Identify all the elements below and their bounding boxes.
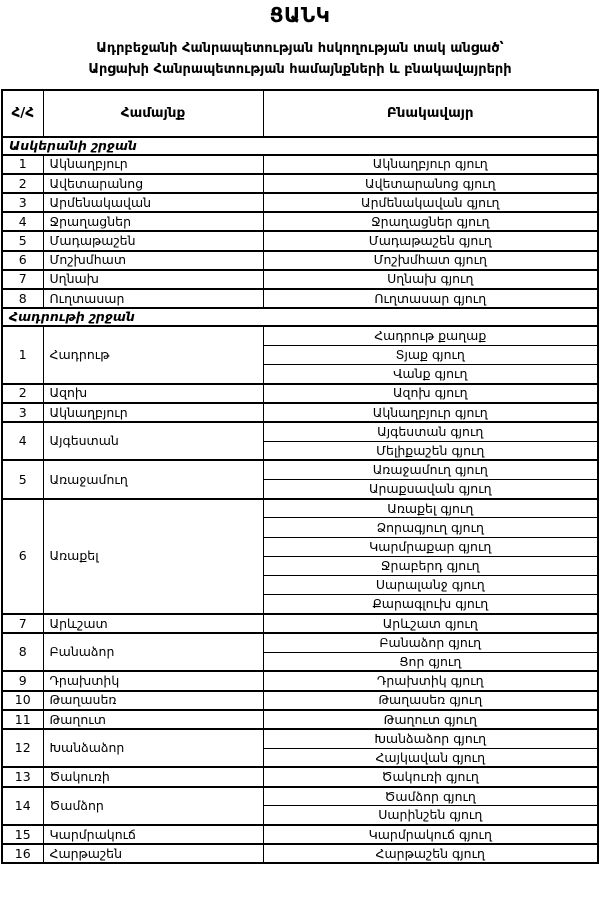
header-cell-settlement: Բնակավայր (263, 90, 598, 137)
row-number-cell: 4 (2, 422, 43, 460)
settlement-cell: Խանձաձոր գյուղ (263, 729, 598, 748)
settlement-cell: Ակնաղբյուր գյուղ (263, 155, 598, 174)
section-title: Հադրութի շրջան (2, 308, 598, 326)
settlement-cell: Արաքսավան գյուղ (263, 480, 598, 499)
row-number-cell: 1 (2, 326, 43, 384)
settlement-cell: Ակնաղբյուր գյուղ (263, 403, 598, 422)
table-row (2, 422, 598, 441)
row-number-cell: 11 (2, 710, 43, 729)
settlement-cell: Տյաք գյուղ (263, 345, 598, 364)
community-cell: Ջրաղացներ (43, 212, 263, 231)
settlement-cell: Արմենակավան գյուղ (263, 193, 598, 212)
settlement-cell: Կարմրակուճ գյուղ (263, 825, 598, 844)
subtitle-line-1: Ադրբեջանի Հանրապետության հսկողության տակ անցած՝ (96, 41, 504, 56)
row-number-cell: 3 (2, 193, 43, 212)
settlement-cell: Մելիքաշեն գյուղ (263, 441, 598, 460)
table-row (2, 460, 598, 479)
community-cell: Ակնաղբյուր (43, 403, 263, 422)
table-row (2, 231, 598, 250)
settlement-cell: Կարմրաքար գյուղ (263, 537, 598, 556)
table-row (2, 270, 598, 289)
settlement-cell: Ծամձոր գյուղ (263, 787, 598, 806)
settlement-cell: Ավետարանոց գյուղ (263, 174, 598, 193)
settlement-cell: Մադաթաշեն գյուղ (263, 231, 598, 250)
row-number-cell: 2 (2, 174, 43, 193)
settlement-cell: Հայկավան գյուղ (263, 748, 598, 767)
community-cell: Ուղտասար (43, 289, 263, 308)
row-number-cell: 4 (2, 212, 43, 231)
row-number-cell: 3 (2, 403, 43, 422)
settlement-cell: Առաքել գյուղ (263, 499, 598, 518)
table-row (2, 767, 598, 786)
community-cell: Հադրութ (43, 326, 263, 384)
table-row (2, 633, 598, 652)
table-row (2, 844, 598, 863)
community-cell: Առաքել (43, 499, 263, 614)
settlement-cell: Հարթաշեն գյուղ (263, 844, 598, 863)
table-row (2, 212, 598, 231)
community-cell: Դրախտիկ (43, 671, 263, 690)
row-number-cell: 16 (2, 844, 43, 863)
row-number-cell: 12 (2, 729, 43, 767)
settlement-cell: Ձորագյուղ գյուղ (263, 518, 598, 537)
community-cell: Ազոխ (43, 384, 263, 403)
table-row (2, 326, 598, 345)
settlement-cell: Այգեստան գյուղ (263, 422, 598, 441)
community-cell: Հարթաշեն (43, 844, 263, 863)
community-cell: Խանձաձոր (43, 729, 263, 767)
table-row (2, 384, 598, 403)
community-cell: Կարմրակուճ (43, 825, 263, 844)
table-row (2, 614, 598, 633)
table-row (2, 691, 598, 710)
table-row (2, 289, 598, 308)
row-number-cell: 8 (2, 289, 43, 308)
settlement-cell: Բանաձոր գյուղ (263, 633, 598, 652)
community-cell: Ծամձոր (43, 787, 263, 825)
community-cell: Ակնաղբյուր (43, 155, 263, 174)
row-number-cell: 6 (2, 251, 43, 270)
row-number-cell: 7 (2, 614, 43, 633)
row-number-cell: 9 (2, 671, 43, 690)
header-cell-community: Համայնք (43, 90, 263, 137)
settlement-cell: Սարինշեն գյուղ (263, 806, 598, 825)
settlement-cell: Առաջամուղ գյուղ (263, 460, 598, 479)
section-title: Ասկերանի շրջան (2, 137, 598, 155)
settlement-cell: Ջրաղացներ գյուղ (263, 212, 598, 231)
community-cell: Ծակուռի (43, 767, 263, 786)
row-number-cell: 15 (2, 825, 43, 844)
community-cell: Թաղուտ (43, 710, 263, 729)
row-number-cell: 13 (2, 767, 43, 786)
settlement-cell: Քարագլուխ գյուղ (263, 595, 598, 614)
community-cell: Առաջամուղ (43, 460, 263, 498)
row-number-cell: 7 (2, 270, 43, 289)
row-number-cell: 5 (2, 460, 43, 498)
community-cell: Արևշատ (43, 614, 263, 633)
settlement-cell: Թաղուտ գյուղ (263, 710, 598, 729)
settlement-cell: Ծակուռի գյուղ (263, 767, 598, 786)
community-cell: Մադաթաշեն (43, 231, 263, 250)
table-row (2, 729, 598, 748)
table-row (2, 193, 598, 212)
table-row (2, 251, 598, 270)
table-row (2, 403, 598, 422)
table-row (2, 787, 598, 806)
row-number-cell: 1 (2, 155, 43, 174)
community-cell: Արմենակավան (43, 193, 263, 212)
settlement-cell: Վանք գյուղ (263, 364, 598, 383)
community-cell: Բանաձոր (43, 633, 263, 671)
settlement-cell: Ջրաբերդ գյուղ (263, 556, 598, 575)
settlement-cell: Ուղտասար գյուղ (263, 289, 598, 308)
settlement-cell: Դրախտիկ գյուղ (263, 671, 598, 690)
section-row (2, 308, 598, 326)
settlement-cell: Ցոր գյուղ (263, 652, 598, 671)
table-row (2, 710, 598, 729)
header-cell-number: Հ/Հ (2, 90, 43, 137)
settlement-cell: Հադրութ քաղաք (263, 326, 598, 345)
settlement-cell: Թաղասեռ գյուղ (263, 691, 598, 710)
community-cell: Սղնախ (43, 270, 263, 289)
communities-table (1, 89, 599, 865)
settlement-cell: Արևշատ գյուղ (263, 614, 598, 633)
table-row (2, 499, 598, 518)
row-number-cell: 8 (2, 633, 43, 671)
table-row (2, 155, 598, 174)
community-cell: Ավետարանոց (43, 174, 263, 193)
settlement-cell: Սարալանջ գյուղ (263, 576, 598, 595)
settlement-cell: Ազոխ գյուղ (263, 384, 598, 403)
settlement-cell: Մոշխմհատ գյուղ (263, 251, 598, 270)
table-row (2, 174, 598, 193)
row-number-cell: 6 (2, 499, 43, 614)
row-number-cell: 2 (2, 384, 43, 403)
community-cell: Այգեստան (43, 422, 263, 460)
page-title: ՑԱՆԿ (269, 3, 331, 27)
row-number-cell: 14 (2, 787, 43, 825)
table-header (2, 90, 598, 137)
table-row (2, 671, 598, 690)
table-header-row (2, 90, 598, 137)
settlement-cell: Սղնախ գյուղ (263, 270, 598, 289)
subtitle-line-2: Արցախի Հանրապետության համայնքների և բնակավայրերի (88, 61, 512, 77)
page-subtitle (10, 39, 590, 81)
table-row (2, 825, 598, 844)
section-row (2, 137, 598, 155)
community-cell: Թաղասեռ (43, 691, 263, 710)
community-cell: Մոշխմհատ (43, 251, 263, 270)
row-number-cell: 10 (2, 691, 43, 710)
row-number-cell: 5 (2, 231, 43, 250)
table-body (2, 137, 598, 864)
